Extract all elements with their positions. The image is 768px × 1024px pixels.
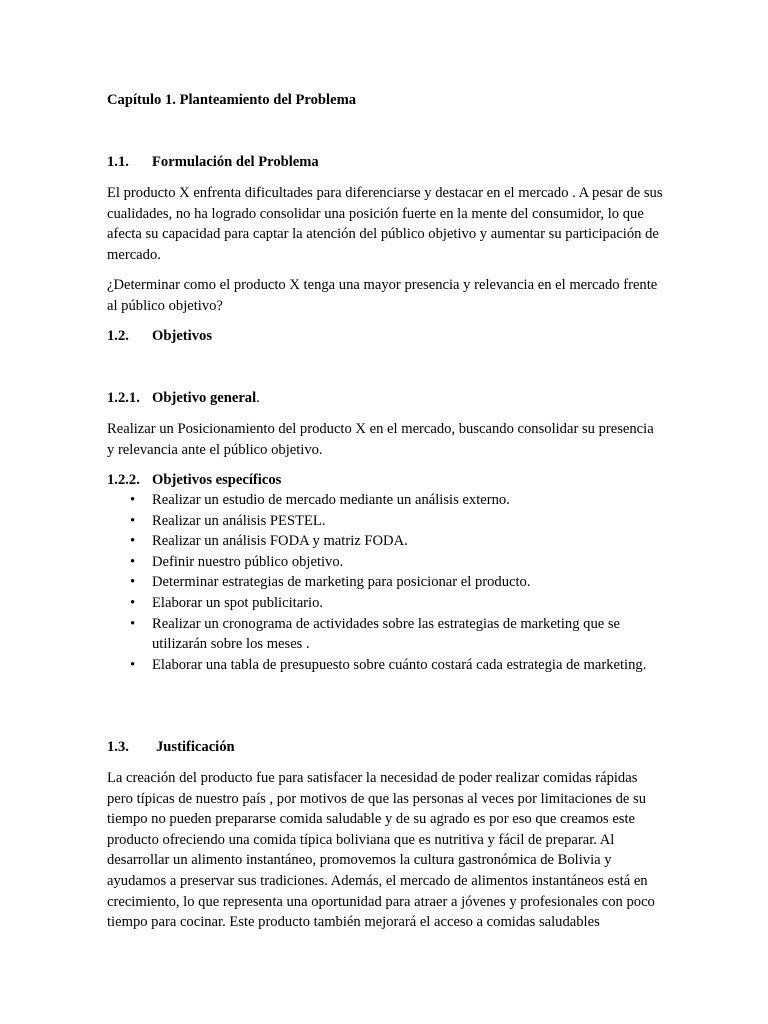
bullet-icon: • [130, 533, 136, 550]
list-item-text: Elaborar un spot publicitario. [152, 594, 324, 611]
list-item [107, 572, 663, 593]
list-item [107, 655, 663, 676]
list-item [107, 490, 663, 511]
list-item [107, 552, 663, 573]
paragraph-formulacion: El producto X enfrenta dificultades para diferenciarse y destacar en el mercado . A pesar de sus cualidades, no ha logrado consolidar una posición fuerte en la mente del consumidor, lo que afecta su capacidad para captar la atención del público objetivo y aumentar su participación de mercado. [107, 185, 663, 263]
list-item-text: Realizar un análisis PESTEL. [152, 512, 326, 529]
bullet-icon: • [130, 492, 136, 508]
list-item-text: Realizar un análisis FODA y matriz FODA. [152, 533, 408, 550]
paragraph-objetivo-general: Realizar un Posicionamiento del producto X en el mercado, buscando consolidar su presencia y relevancia ante el público objetivo. [107, 421, 654, 458]
list-item [107, 593, 663, 614]
section-title-suffix: . [256, 390, 260, 406]
paragraph-justificacion: La creación del producto fue para satisfacer la necesidad de poder realizar comidas rápidas pero típicas de nuestro país , por motivos de que las personas al veces por limitaciones de su tiempo no pueden prepararse comida saludable y de su agrado es por eso que creamos este producto ofreciendo una comida típica boliviana que es nutritiva y fácil de preparar. Al desarrollar un alimento instantáneo, promovemos la cultura gastronómica de Bolivia y ayudamos a preservar sus tradiciones. Además, el mercado de alimentos instantáneos está en crecimiento, lo que representa una oportunidad para atraer a jóvenes y profesionales con poco tiempo para cocinar. Este producto también mejorará el acceso a comidas saludables [107, 770, 655, 931]
bullet-icon: • [130, 553, 136, 570]
section-title: Objetivos [152, 328, 212, 344]
bullet-icon: • [130, 656, 136, 673]
chapter-title: Capítulo 1. Planteamiento del Problema [107, 92, 357, 108]
section-heading-1-2 [107, 326, 663, 347]
section-heading-1-3 [107, 737, 663, 758]
section-number: 1.2. [107, 328, 129, 344]
section-heading-1-1 [107, 152, 663, 173]
list-item-text: Definir nuestro público objetivo. [152, 553, 344, 570]
section-title: Objetivo general [152, 390, 257, 406]
list-item-text: Elaborar una tabla de presupuesto sobre cuánto costará cada estrategia de marketing. [152, 656, 647, 673]
list-item-text: Realizar un cronograma de actividades sobre las estrategias de marketing que se utilizarán sobre los meses . [152, 615, 621, 653]
list-item-text: Realizar un estudio de mercado mediante un análisis externo. [152, 492, 510, 508]
section-title: Justificación [156, 739, 235, 755]
section-number: 1.1. [107, 154, 129, 170]
list-item [107, 614, 663, 655]
bullet-icon: • [130, 512, 136, 529]
section-number: 1.3. [107, 739, 129, 755]
section-title: Formulación del Problema [152, 154, 319, 170]
bullet-icon: • [130, 574, 136, 591]
bullet-icon: • [130, 615, 136, 632]
section-number: 1.2.2. [107, 472, 140, 488]
list-item [107, 531, 663, 552]
list-item [107, 511, 663, 532]
section-heading-1-2-1 [107, 388, 663, 409]
bullet-icon: • [130, 594, 136, 611]
list-item-text: Determinar estrategias de marketing para posicionar el producto. [152, 574, 531, 591]
section-number: 1.2.1. [107, 390, 140, 406]
section-title: Objetivos específicos [152, 472, 282, 488]
section-heading-1-2-2 [107, 470, 663, 491]
objectives-list [107, 490, 663, 675]
paragraph-pregunta: ¿Determinar como el producto X tenga una mayor presencia y relevancia en el mercado frente al público objetivo? [107, 277, 658, 314]
